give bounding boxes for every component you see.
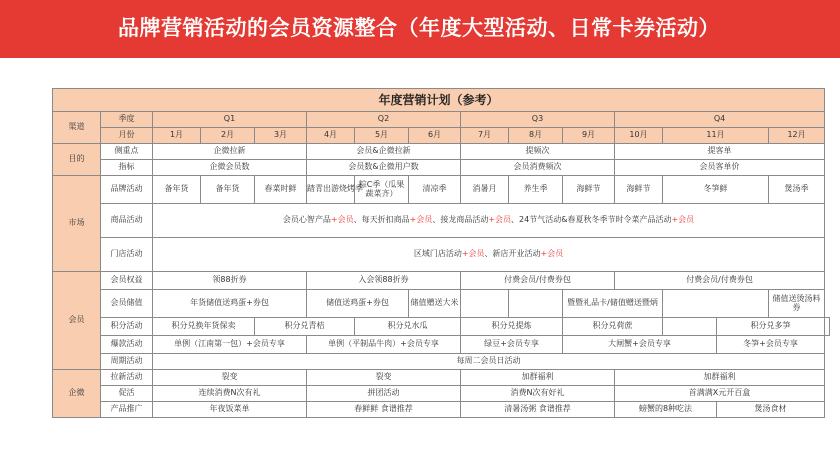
table-cell: 会员&企微拉新 bbox=[307, 144, 461, 160]
segment-text: 、新店开业活动 bbox=[484, 249, 541, 259]
month-cell: 1月 bbox=[153, 128, 201, 144]
table-cell: 煲汤季 bbox=[769, 176, 825, 204]
table-cell: 领88折券 bbox=[153, 272, 307, 290]
table-cell: 储值送鸡蛋+券包 bbox=[307, 290, 409, 318]
row-label: 产品推广 bbox=[101, 402, 153, 418]
table-cell: 付费会员/付费券包 bbox=[461, 272, 615, 290]
row-label: 品牌活动 bbox=[101, 176, 153, 204]
table-cell: 大闸蟹+会员专享 bbox=[563, 336, 717, 354]
segment-highlight: +会员 bbox=[461, 249, 485, 259]
section-member: 会员 bbox=[53, 272, 101, 370]
table-cell: 清暑汤粥 食谱推荐 bbox=[461, 402, 615, 418]
table-cell: 积分兑荷蔗 bbox=[563, 318, 663, 336]
table-cell: 海鲜节 bbox=[615, 176, 663, 204]
table-cell: 企微拉新 bbox=[153, 144, 307, 160]
table-cell: 提客单 bbox=[615, 144, 825, 160]
table-cell: 螃蟹的8种吃法 bbox=[615, 402, 717, 418]
plan-title: 年度营销计划（参考） bbox=[53, 89, 825, 112]
table-cell: 消费N次有好礼 bbox=[461, 386, 615, 402]
segment-highlight: +会员 bbox=[671, 215, 695, 225]
table-cell: 绿豆+会员专享 bbox=[461, 336, 563, 354]
table-cell: 积分兑提炼 bbox=[461, 318, 563, 336]
table-cell: 冬笋+会员专享 bbox=[717, 336, 825, 354]
segment-text: 、每天折扣商品 bbox=[353, 215, 410, 225]
table-cell: 付费会员/付费券包 bbox=[615, 272, 825, 290]
segment-text: 、24节气活动&春夏秋冬季节时令菜产品活动 bbox=[511, 215, 672, 225]
table-cell: 储值赠送大米 bbox=[409, 290, 461, 318]
table-cell: 加群福利 bbox=[461, 370, 615, 386]
table-cell: 积分兑换年货保卖 bbox=[153, 318, 255, 336]
table-cell: 单例（江南第一包）+会员专享 bbox=[153, 336, 307, 354]
month-header: 月份 bbox=[101, 128, 153, 144]
table-cell: 积分兑青桔 bbox=[255, 318, 355, 336]
quarter-header: Q1 bbox=[153, 112, 307, 128]
table-cell: 会员消费频次 bbox=[461, 160, 615, 176]
table-cell: 拼团活动 bbox=[307, 386, 461, 402]
quarter-header: Q3 bbox=[461, 112, 615, 128]
month-cell: 6月 bbox=[409, 128, 461, 144]
month-cell: 9月 bbox=[563, 128, 615, 144]
table-cell bbox=[663, 318, 717, 336]
table-cell: 养生季 bbox=[509, 176, 563, 204]
channel-header: 渠道 bbox=[53, 112, 101, 144]
table-cell: 连续消费N次有礼 bbox=[153, 386, 307, 402]
row-label: 侧重点 bbox=[101, 144, 153, 160]
title-banner bbox=[0, 0, 840, 58]
row-label: 会员储值 bbox=[101, 290, 153, 318]
table-cell: 暨暨礼品卡/储值赠送暨炳 bbox=[563, 290, 663, 318]
quarter-header: Q4 bbox=[615, 112, 825, 128]
table-cell: 积分兑水瓜 bbox=[355, 318, 461, 336]
quarter-header: Q2 bbox=[307, 112, 461, 128]
row-label: 促活 bbox=[101, 386, 153, 402]
segment-text: 区域门店活动 bbox=[413, 249, 462, 259]
row-label: 商品活动 bbox=[101, 204, 153, 238]
month-cell: 5月 bbox=[355, 128, 409, 144]
marketing-plan-sheet bbox=[52, 88, 830, 418]
row-label: 爆款活动 bbox=[101, 336, 153, 354]
marketing-plan-table bbox=[52, 88, 830, 418]
month-cell: 8月 bbox=[509, 128, 563, 144]
table-cell: 积分兑多笋 bbox=[717, 318, 825, 336]
table-cell bbox=[825, 318, 830, 336]
table-cell: 冬笋鲜 bbox=[663, 176, 769, 204]
table-cell: 备年货 bbox=[201, 176, 255, 204]
table-cell bbox=[663, 290, 769, 318]
table-cell: 单例（平制品牛肉）+会员专享 bbox=[307, 336, 461, 354]
table-cell: 年夜饭菜单 bbox=[153, 402, 307, 418]
segment-highlight: +会员 bbox=[488, 215, 512, 225]
row-label: 门店活动 bbox=[101, 238, 153, 272]
store-activity-cell bbox=[153, 238, 825, 272]
table-cell: 入会领88折券 bbox=[307, 272, 461, 290]
table-cell: 裂变 bbox=[153, 370, 307, 386]
segment-highlight: +会员 bbox=[409, 215, 433, 225]
banner-title: 品牌营销活动的会员资源整合（年度大型活动、日常卡券活动） bbox=[118, 16, 720, 40]
row-label: 积分活动 bbox=[101, 318, 153, 336]
table-cell: 消暑月 bbox=[461, 176, 509, 204]
table-cell: 煲汤食材 bbox=[717, 402, 825, 418]
segment-highlight: +会员 bbox=[540, 249, 564, 259]
segment-text: 会员心智产品 bbox=[282, 215, 331, 225]
month-cell: 12月 bbox=[769, 128, 825, 144]
table-cell: 会员客单价 bbox=[615, 160, 825, 176]
table-cell: 首满满X元开百盒 bbox=[615, 386, 825, 402]
season-header: 季度 bbox=[101, 112, 153, 128]
table-cell: 海鲜节 bbox=[563, 176, 615, 204]
table-cell: 储值送烫汤料券 bbox=[769, 290, 825, 318]
table-cell: 踏青出游烧烤季 bbox=[307, 176, 355, 204]
month-cell: 11月 bbox=[663, 128, 769, 144]
segment-highlight: +会员 bbox=[330, 215, 354, 225]
row-label: 会员权益 bbox=[101, 272, 153, 290]
table-cell: 春菜时鲜 bbox=[255, 176, 307, 204]
month-cell: 10月 bbox=[615, 128, 663, 144]
table-cell bbox=[461, 290, 509, 318]
month-cell: 7月 bbox=[461, 128, 509, 144]
month-cell: 2月 bbox=[201, 128, 255, 144]
table-cell: 备年货 bbox=[153, 176, 201, 204]
segment-text: 、接龙商品活动 bbox=[432, 215, 489, 225]
table-cell: 提频次 bbox=[461, 144, 615, 160]
table-cell: 清凉季 bbox=[409, 176, 461, 204]
row-label: 周期活动 bbox=[101, 354, 153, 370]
table-cell: 春鲜鲜 食谱推荐 bbox=[307, 402, 461, 418]
section-wecom: 企微 bbox=[53, 370, 101, 418]
table-cell: 裂变 bbox=[307, 370, 461, 386]
table-cell: 年货储值送鸡蛋+券包 bbox=[153, 290, 307, 318]
row-label: 拉新活动 bbox=[101, 370, 153, 386]
section-market: 市场 bbox=[53, 176, 101, 272]
section-goal: 目的 bbox=[53, 144, 101, 176]
table-cell bbox=[509, 290, 563, 318]
table-cell: 加群福利 bbox=[615, 370, 825, 386]
table-cell: 每周二会员日活动 bbox=[153, 354, 825, 370]
table-cell: 粽C季（瓜果蔬菜齐） bbox=[355, 176, 409, 204]
month-cell: 4月 bbox=[307, 128, 355, 144]
table-cell: 企微会员数 bbox=[153, 160, 307, 176]
table-cell: 会员数&企微用户数 bbox=[307, 160, 461, 176]
month-cell: 3月 bbox=[255, 128, 307, 144]
product-activity-cell bbox=[153, 204, 825, 238]
row-label: 指标 bbox=[101, 160, 153, 176]
